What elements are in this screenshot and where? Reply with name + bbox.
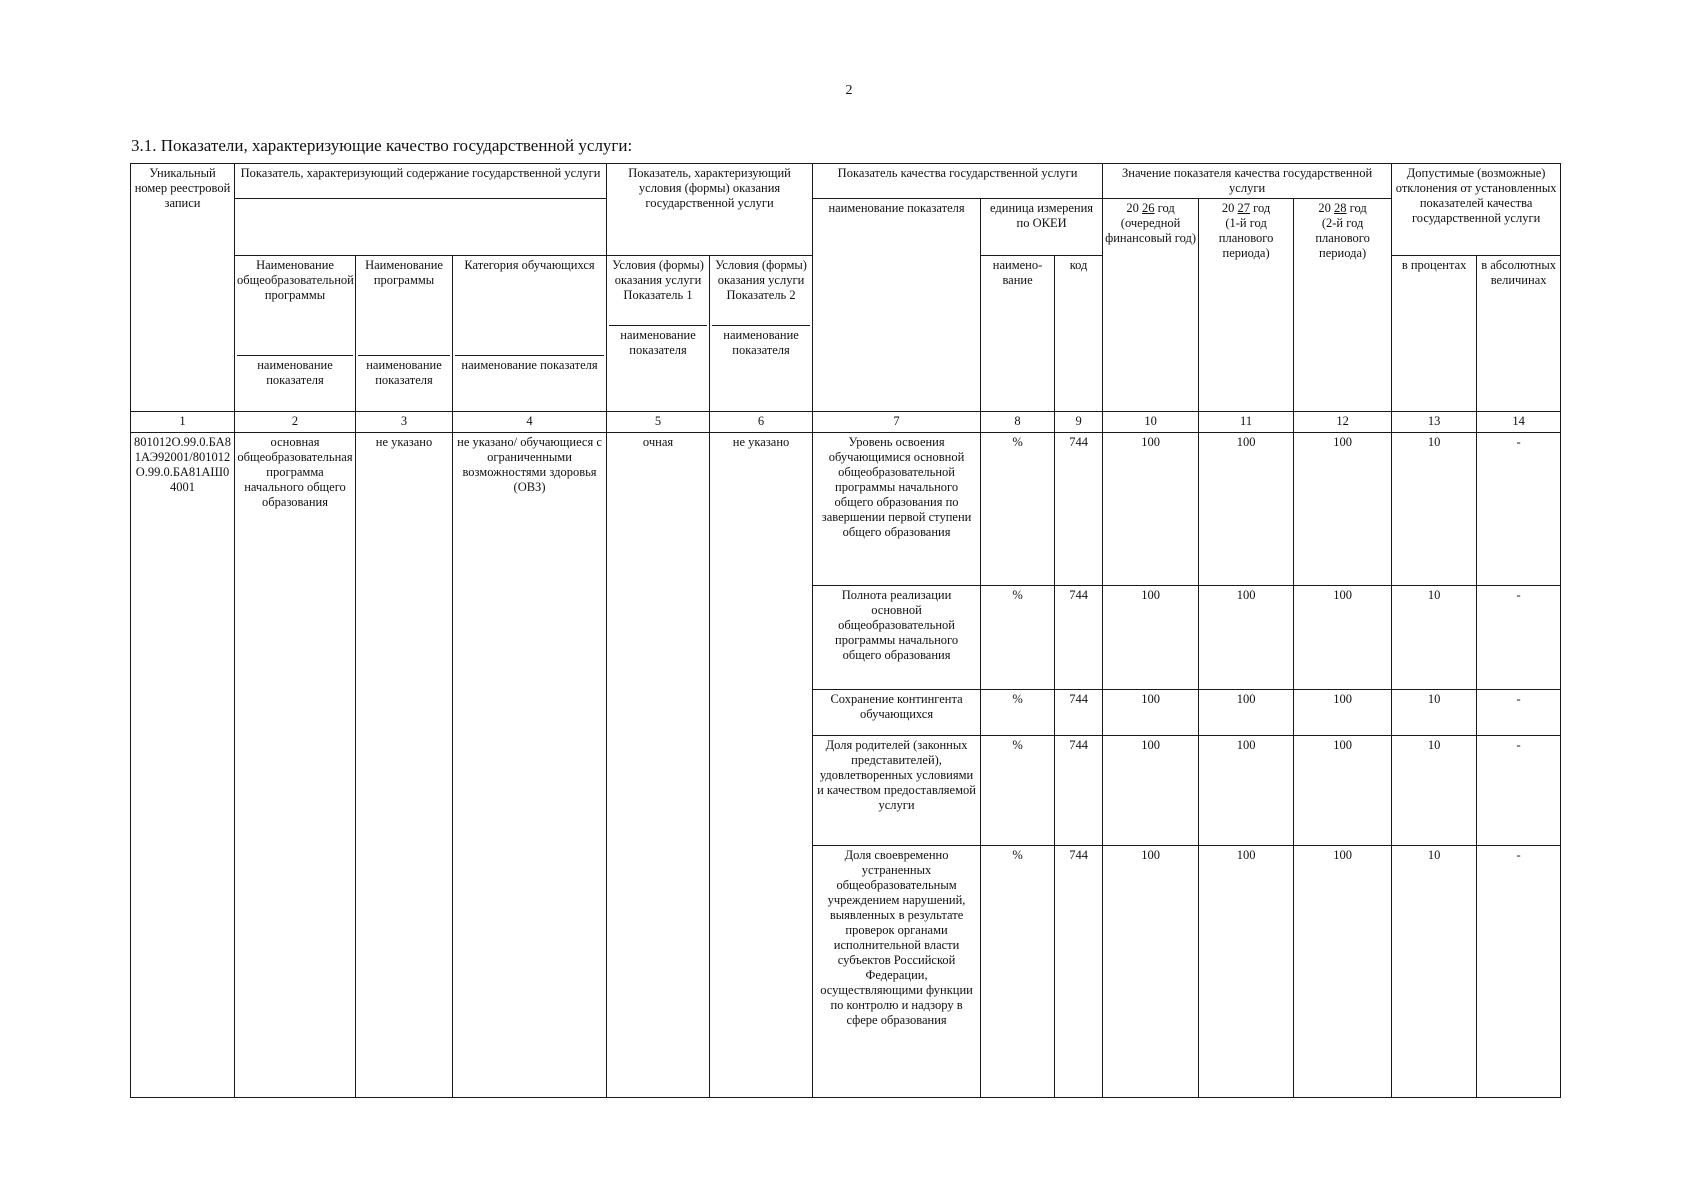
header-unit-name: наимено-вание	[981, 255, 1055, 412]
form-value: очная	[607, 432, 710, 1097]
unit-value: %	[981, 736, 1055, 845]
condition-2-label: Условия (формы) оказания услуги Показатель 2	[715, 257, 807, 302]
registry-number: 801012О.99.0.БА81АЭ92001/801012О.99.0.БА81АШ04001	[131, 432, 235, 1097]
quality-indicators-table	[130, 163, 1561, 1098]
indicator-name: Доля родителей (законных представителей), удовлетворенных условиями и качеством предоставляемой услуги	[813, 736, 981, 845]
year-2-data: 100	[1199, 690, 1294, 736]
header-condition-2	[710, 255, 813, 412]
percent-data: 10	[1392, 845, 1477, 1098]
unit-value: %	[981, 845, 1055, 1098]
year-3-data: 100	[1294, 736, 1392, 845]
page-number: 2	[845, 83, 853, 98]
column-number: 10	[1103, 412, 1199, 432]
absolute-data: -	[1477, 432, 1561, 585]
column-number: 14	[1477, 412, 1561, 432]
percent-data: 10	[1392, 690, 1477, 736]
program-name-sublabel: наименование показателя	[237, 355, 353, 388]
percent-data: 10	[1392, 432, 1477, 585]
year-3-data: 100	[1294, 586, 1392, 690]
header-absolute: в абсолютных величинах	[1477, 255, 1561, 412]
year-3-data: 100	[1294, 432, 1392, 585]
absolute-data: -	[1477, 845, 1561, 1098]
header-year-3	[1294, 199, 1392, 412]
year-2-value: 27	[1237, 201, 1251, 216]
header-quality-indicator: Показатель качества государственной услуги	[813, 164, 1103, 199]
header-content-indicator: Показатель, характеризующий содержание государственной услуги	[235, 164, 607, 199]
header-registry-number: Уникальный номер реестровой записи	[131, 164, 235, 412]
year-2-data: 100	[1199, 586, 1294, 690]
header-percent: в процентах	[1392, 255, 1477, 412]
header-indicator-value: Значение показателя качества государственной услуги	[1103, 164, 1392, 199]
header-allowed-deviation: Допустимые (возможные) отклонения от установленных показателей качества государственной услуги	[1392, 164, 1561, 256]
header-condition-1	[607, 255, 710, 412]
column-number: 11	[1199, 412, 1294, 432]
program-title-sublabel: наименование показателя	[358, 355, 450, 388]
indicator-name: Сохранение контингента обучающихся	[813, 690, 981, 736]
year-2-suffix: год	[1253, 201, 1271, 216]
column-number: 2	[235, 412, 356, 432]
year-1-data: 100	[1103, 432, 1199, 585]
header-program-name	[235, 255, 356, 412]
code-value: 744	[1055, 432, 1103, 585]
program-title-value: не указано	[356, 432, 453, 1097]
student-category-label: Категория обучающихся	[464, 257, 595, 272]
year-3-note: (2-й год планового периода)	[1315, 216, 1370, 261]
unit-value: %	[981, 690, 1055, 736]
absolute-data: -	[1477, 736, 1561, 845]
indicator-name: Доля своевременно устраненных общеобразовательным учреждением нарушений, выявленных в результате проверок органами исполнительной власти субъектов Российской Федерации, осуществляющими функции по контролю и надзору в сфере образования	[813, 845, 981, 1098]
column-number: 4	[453, 412, 607, 432]
year-2-data: 100	[1199, 432, 1294, 585]
code-value: 744	[1055, 736, 1103, 845]
year-1-data: 100	[1103, 690, 1199, 736]
year-1-data: 100	[1103, 845, 1199, 1098]
unit-value: %	[981, 432, 1055, 585]
percent-data: 10	[1392, 586, 1477, 690]
column-number-row	[131, 412, 1561, 432]
column-number: 8	[981, 412, 1055, 432]
code-value: 744	[1055, 845, 1103, 1098]
program-title-label: Наименование программы	[365, 257, 443, 287]
condition-1-sublabel: наименование показателя	[609, 325, 707, 358]
condition-1-label: Условия (формы) оказания услуги Показатель 1	[612, 257, 704, 302]
header-student-category	[453, 255, 607, 412]
header-content-spacer	[235, 199, 607, 256]
year-1-prefix: 20	[1126, 201, 1139, 216]
absolute-data: -	[1477, 586, 1561, 690]
column-number: 5	[607, 412, 710, 432]
program-value: основная общеобразовательная программа начального общего образования	[235, 432, 356, 1097]
category-value: не указано/ обучающиеся с ограниченными возможностями здоровья (ОВЗ)	[453, 432, 607, 1097]
code-value: 744	[1055, 690, 1103, 736]
year-2-data: 100	[1199, 736, 1294, 845]
header-indicator-name: наименование показателя	[813, 199, 981, 412]
header-year-1	[1103, 199, 1199, 412]
header-unit-code: код	[1055, 255, 1103, 412]
year-1-data: 100	[1103, 736, 1199, 845]
unit-value: %	[981, 586, 1055, 690]
code-value: 744	[1055, 586, 1103, 690]
column-number: 9	[1055, 412, 1103, 432]
header-unit-okei: единица измерения по ОКЕИ	[981, 199, 1103, 256]
column-number: 12	[1294, 412, 1392, 432]
indicator-name: Уровень освоения обучающимися основной общеобразовательной программы начального общего образования по завершении первой ступени общего образования	[813, 432, 981, 585]
percent-data: 10	[1392, 736, 1477, 845]
year-3-prefix: 20	[1318, 201, 1331, 216]
indicator-name: Полнота реализации основной общеобразовательной программы начального общего образования	[813, 586, 981, 690]
year-2-prefix: 20	[1221, 201, 1235, 216]
condition-2-sublabel: наименование показателя	[712, 325, 810, 358]
year-3-data: 100	[1294, 845, 1392, 1098]
year-3-data: 100	[1294, 690, 1392, 736]
header-conditions-indicator: Показатель, характеризующий условия (формы) оказания государственной услуги	[607, 164, 813, 256]
column-number: 6	[710, 412, 813, 432]
condition-2-value: не указано	[710, 432, 813, 1097]
section-title: 3.1. Показатели, характеризующие качество государственной услуги:	[131, 136, 633, 155]
program-name-label: Наименование общеобразовательной программы	[237, 257, 354, 302]
year-3-suffix: год	[1349, 201, 1367, 216]
column-number: 1	[131, 412, 235, 432]
column-number: 3	[356, 412, 453, 432]
column-number: 7	[813, 412, 981, 432]
year-1-value: 26	[1142, 201, 1155, 216]
year-2-data: 100	[1199, 845, 1294, 1098]
year-2-note: (1-й год планового периода)	[1218, 216, 1274, 261]
header-year-2	[1199, 199, 1294, 412]
student-category-sublabel: наименование показателя	[455, 355, 604, 373]
year-1-data: 100	[1103, 586, 1199, 690]
year-1-suffix: год	[1157, 201, 1175, 216]
year-3-value: 28	[1334, 201, 1347, 216]
year-1-note: (очередной финансовый год)	[1105, 216, 1196, 246]
column-number: 13	[1392, 412, 1477, 432]
header-program-title	[356, 255, 453, 412]
table-row	[131, 432, 1561, 585]
absolute-data: -	[1477, 690, 1561, 736]
